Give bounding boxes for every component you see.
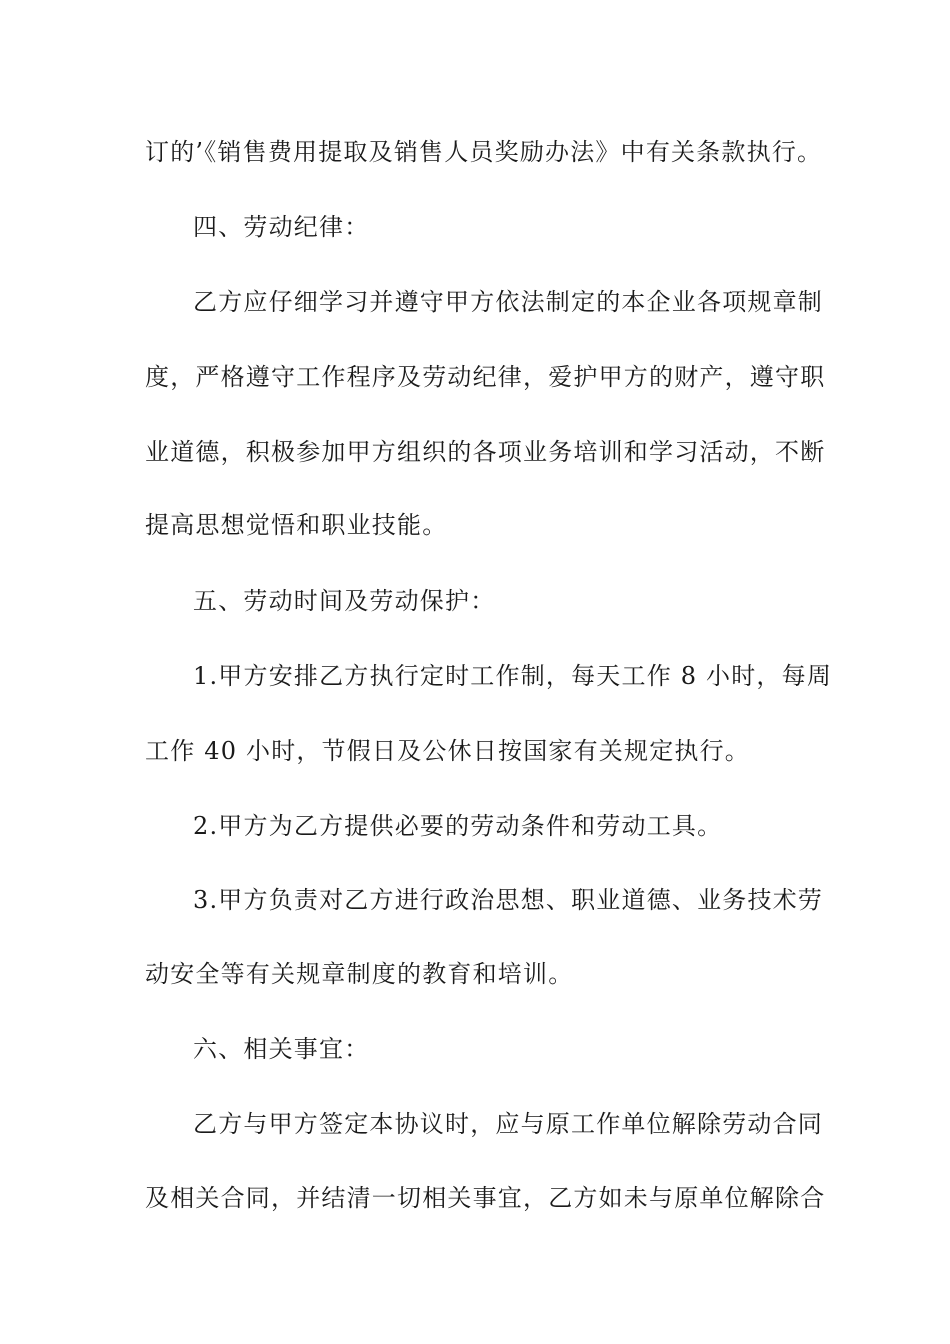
section-heading-labor-discipline: 四、劳动纪律： (193, 213, 370, 241)
paragraph-line: 3.甲方负责对乙方进行政治思想、职业道德、业务技术劳 (193, 886, 824, 914)
paragraph-line: 乙方应仔细学习并遵守甲方依法制定的本企业各项规章制 (193, 288, 823, 316)
paragraph-line: 提高思想觉悟和职业技能。 (145, 511, 448, 539)
section-heading-working-hours: 五、劳动时间及劳动保护： (193, 587, 496, 615)
paragraph-line: 工作 40 小时，节假日及公休日按国家有关规定执行。 (145, 737, 750, 765)
paragraph-line: 业道德，积极参加甲方组织的各项业务培训和学习活动，不断 (145, 438, 826, 466)
paragraph-line: 度，严格遵守工作程序及劳动纪律，爱护甲方的财产，遵守职 (145, 363, 826, 391)
paragraph-line: 乙方与甲方签定本协议时，应与原工作单位解除劳动合同 (193, 1110, 823, 1138)
paragraph-line: 动安全等有关规章制度的教育和培训。 (145, 960, 574, 988)
paragraph-line: 2.甲方为乙方提供必要的劳动条件和劳动工具。 (193, 812, 723, 840)
paragraph-line: 及相关合同，并结清一切相关事宜，乙方如未与原单位解除合 (145, 1184, 826, 1212)
paragraph-line: 1.甲方安排乙方执行定时工作制，每天工作 8 小时，每周 (193, 662, 833, 690)
paragraph-line: 订的’《销售费用提取及销售人员奖励办法》中有关条款执行。 (145, 138, 823, 166)
section-heading-related-matters: 六、相关事宜： (193, 1035, 370, 1063)
